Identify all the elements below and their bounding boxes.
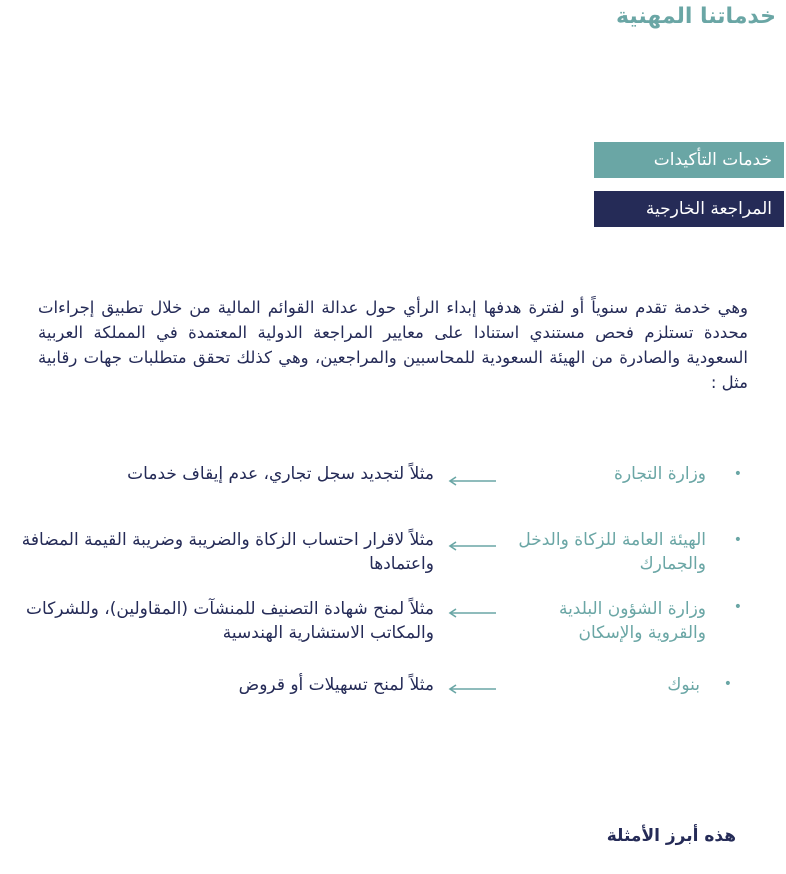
arrow-left-icon xyxy=(448,541,496,551)
entity-name: الهيئة العامة للزكاة والدخل والجمارك xyxy=(518,530,706,574)
intro-paragraph: وهي خدمة تقدم سنوياً أو لفترة هدفها إبداء الرأي حول عدالة القوائم المالية من خلال تطبيق إجراءات محددة تستلزم فحص مستندي استنادا على معايير المراجعة الدولية المعتمدة في المملكة العربية السعودية والصادرة من الهيئة السعودية للمحاسبين والمراجعين، وهي كذلك تحقق متطلبات جهات رقابية مثل : xyxy=(38,298,748,392)
assurance-services-tag: خدمات التأكيدات xyxy=(594,142,784,178)
arrow-left-icon xyxy=(448,684,496,694)
entity-name: بنوك xyxy=(667,675,700,695)
example-text: مثلاً لمنح تسهيلات أو قروض xyxy=(238,675,434,695)
page-title: خدماتنا المهنية xyxy=(616,4,776,29)
example-text: مثلاً لمنح شهادة التصنيف للمنشآت (المقاولين)، وللشركات والمكاتب الاستشارية الهندسية xyxy=(26,599,434,643)
footer-note: هذه أبرز الأمثلة xyxy=(606,826,736,846)
entity-name: وزارة التجارة xyxy=(614,464,706,484)
entity-name: وزارة الشؤون البلدية والقروية والإسكان xyxy=(558,599,706,643)
arrow-left-icon xyxy=(448,476,496,486)
bullet-icon: • xyxy=(723,676,732,692)
bullet-icon: • xyxy=(733,532,742,548)
bullet-icon: • xyxy=(733,599,742,615)
external-audit-tag: المراجعة الخارجية xyxy=(594,191,784,227)
arrow-left-icon xyxy=(448,608,496,618)
example-text: مثلاً لتجديد سجل تجاري، عدم إيقاف خدمات xyxy=(127,464,434,484)
example-text: مثلاً لاقرار احتساب الزكاة والضريبة وضريبة القيمة المضافة واعتمادها xyxy=(21,530,434,574)
bullet-icon: • xyxy=(733,466,742,482)
